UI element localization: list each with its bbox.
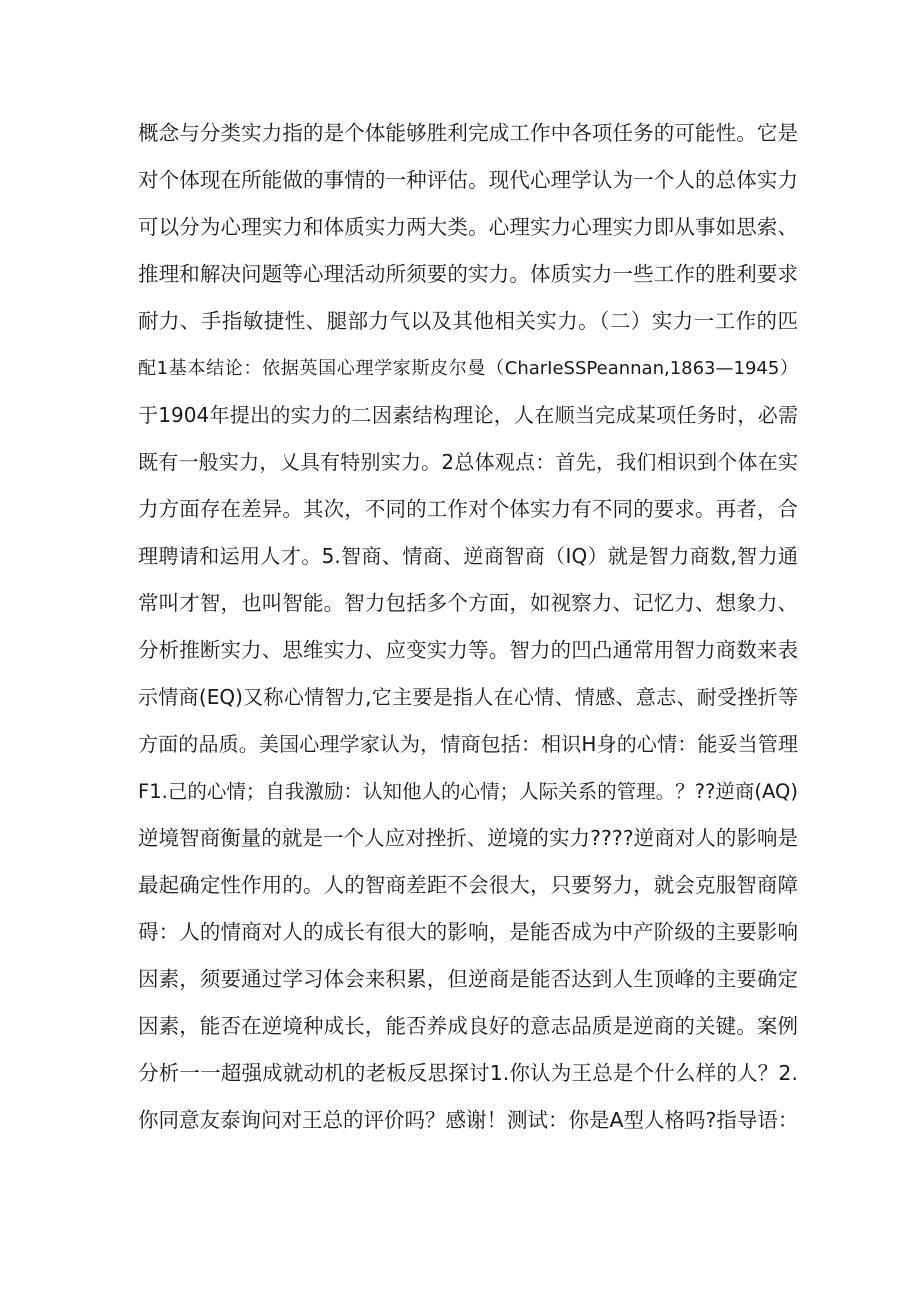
text-line: 概念与分类实力指的是个体能够胜利完成工作中各项任务的可能性。它是 <box>138 121 798 145</box>
text-line: 分析推断实力、思维实力、应变实力等。智力的凹凸通常用智力商数来表 <box>138 638 798 662</box>
text-line: 因素，须要通过学习体会来积累，但逆商是能否达到人生顶峰的主要确定 <box>138 967 798 991</box>
text-line: 耐力、手指敏捷性、腿部力气以及其他相关实力。（二）实力一工作的匹 <box>138 309 798 333</box>
text-line: 示情商(EQ)又称心情智力,它主要是指人在心情、情感、意志、耐受挫折等 <box>138 685 798 709</box>
text-line: 最起确定性作用的。人的智商差距不会很大，只要努力，就会克服智商障 <box>138 873 798 897</box>
text-line: 分析一一超强成就动机的老板反思探讨1.你认为王总是个什么样的人？2. <box>138 1061 798 1085</box>
text-line: 碍：人的情商对人的成长有很大的影响，是能否成为中产阶级的主要影响 <box>138 920 798 944</box>
text-line: 对个体现在所能做的事情的一种评估。现代心理学认为一个人的总体实力 <box>138 168 798 192</box>
body-text <box>138 110 798 1144</box>
text-line: 推理和解决问题等心理活动所须要的实力。体质实力一些工作的胜利要求 <box>138 262 798 286</box>
text-line: 你同意友泰询问对王总的评价吗？感谢！测试：你是A型人格吗?指导语： <box>138 1108 799 1132</box>
text-line: 既有一般实力，乂具有特别实力。2总体观点：首先，我们相识到个体在实 <box>138 450 798 474</box>
text-line: 因素，能否在逆境种成长，能否养成良好的意志品质是逆商的关键。案例 <box>138 1014 798 1038</box>
text-line: 可以分为心理实力和体质实力两大类。心理实力心理实力即从事如思索、 <box>138 215 798 239</box>
text-line: 配1基本结论：依据英国心理学家斯皮尔曼（CharIeSSPeannan,1863—1945） <box>138 358 798 379</box>
text-line: 常叫才智，也叫智能。智力包括多个方面，如视察力、记忆力、想象力、 <box>138 591 798 615</box>
text-line: 逆境智商衡量的就是一个人应对挫折、逆境的实力????逆商对人的影响是 <box>138 826 798 850</box>
text-line: 于1904年提出的实力的二因素结构理论，人在顺当完成某项任务时，必需 <box>138 403 798 427</box>
text-line: 理聘请和运用人才。5.智商、情商、逆商智商（IQ）就是智力商数,智力通 <box>138 544 798 568</box>
text-line: 方面的品质。美国心理学家认为，情商包括：相识H身的心情：能妥当管理 <box>138 732 798 756</box>
text-line: 力方面存在差异。其次，不同的工作对个体实力有不同的要求。再者，合 <box>138 497 798 521</box>
text-line: F1.己的心情；自我激励：认知他人的心情；人际关系的管理。？??逆商(AQ) <box>138 780 798 803</box>
